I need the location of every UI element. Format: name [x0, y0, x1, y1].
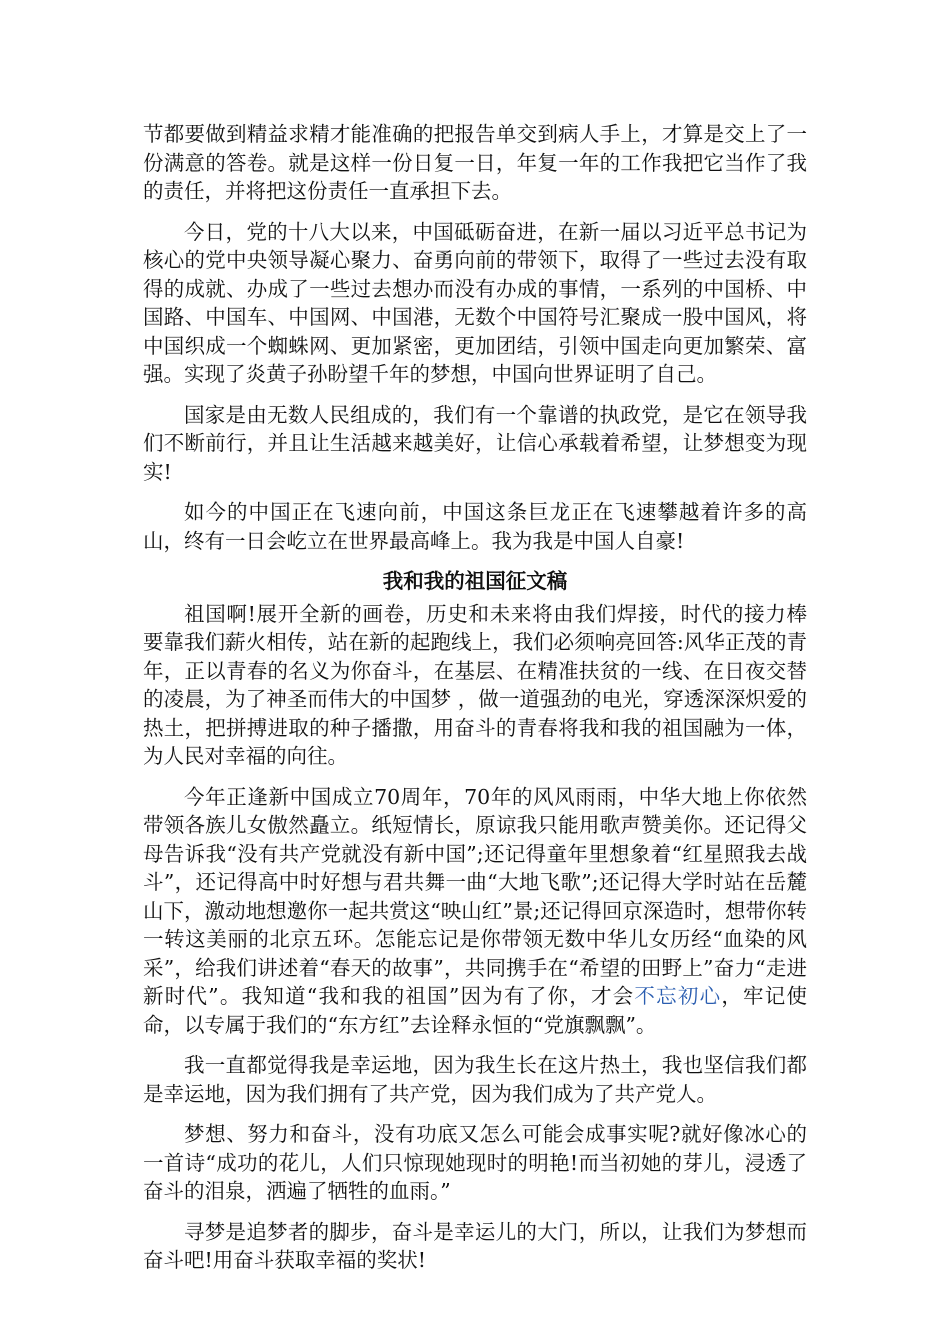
essay-title: 我和我的祖国征文稿: [382, 569, 568, 593]
document-page: [143, 120, 807, 1287]
paragraph-anniversary: [143, 783, 807, 1040]
paragraph-dream-effort: 梦想、努力和奋斗，没有功底又怎么可能会成事实呢?就好像冰心的一首诗“成功的花儿，人们只惊现她现时的明艳!而当初她的芽儿，浸透了奋斗的泪泉，洒遍了牺牲的血雨。”: [143, 1122, 807, 1203]
paragraph-motherland: 祖国啊!展开全新的画卷，历史和未来将由我们焊接，时代的接力棒要靠我们薪火相传，站在新的起跑线上，我们必须响亮回答:风华正茂的青年，正以青春的名义为你奋斗，在基层、在精准扶贫的一线、在日夜交替的凌晨，为了神圣而伟大的中国梦 ，做一道强劲的电光，穿透深深炽爱的热土，把拼搏进取的种子播撒，用奋斗的青春将我和我的祖国融为一体，为人民对幸福的向往。: [143, 601, 807, 768]
paragraph-lucky: 我一直都觉得我是幸运地，因为我生长在这片热土，我也坚信我们都是幸运地，因为我们拥有了共产党，因为我们成为了共产党人。: [143, 1053, 807, 1106]
link-bu-wang-chu-xin[interactable]: 不忘初心: [634, 984, 722, 1008]
paragraph-continued: 节都要做到精益求精才能准确的把报告单交到病人手上，才算是交上了一份满意的答卷。就是这样一份日复一日，年复一年的工作我把它当作了我的责任，并将把这份责任一直承担下去。: [143, 122, 807, 203]
paragraph-anniversary-text-after: ，牢记使命，以专属于我们的“东方红”去诠释永恒的“党旗飘飘”。: [143, 984, 808, 1037]
paragraph-nation: 国家是由无数人民组成的，我们有一个靠谱的执政党，是它在领导我们不断前行，并且让生活越来越美好，让信心承载着希望，让梦想变为现实!: [143, 402, 807, 484]
paragraph-anniversary-text-before: 今年正逢新中国成立70周年，70年的风风雨雨，中华大地上你依然带领各族儿女傲然矗立。纸短情长，原谅我只能用歌声赞美你。还记得父母告诉我“没有共产党就没有新中国”;还记得童年里想象着“红星照我去战斗”，还记得高中时好想与君共舞一曲“大地飞歌”;还记得大学时站在岳麓山下，激动地想邀你一起共赏这“映山红”景;还记得回京深造时，想带你转一转这美丽的北京五环。怎能忘记是你带领无数中华儿女历经“血染的风采”，给我们讲述着“春天的故事”，共同携手在“希望的田野上”奋力“走进新时代”。我知道“我和我的祖国”因为有了你，才会: [143, 784, 807, 1008]
paragraph-pursuit: 寻梦是追梦者的脚步，奋斗是幸运儿的大门，所以，让我们为梦想而奋斗吧!用奋斗获取幸福的奖状!: [143, 1219, 807, 1272]
paragraph-achievements: 今日，党的十八大以来，中国砥砺奋进，在新一届以习近平总书记为核心的党中央领导凝心聚力、奋勇向前的带领下，取得了一些过去没有取得的成就、办成了一些过去想办而没有办成的事情，一系列的中国桥、中国路、中国车、中国网、中国港，无数个中国符号汇聚成一股中国风，将中国织成一个蜘蛛网、更加紧密，更加团结，引领中国走向更加繁荣、富强。实现了炎黄子孙盼望千年的梦想，中国向世界证明了自己。: [143, 219, 807, 386]
paragraph-pride: 如今的中国正在飞速向前，中国这条巨龙正在飞速攀越着许多的高山，终有一日会屹立在世界最高峰上。我为我是中国人自豪!: [143, 500, 807, 553]
